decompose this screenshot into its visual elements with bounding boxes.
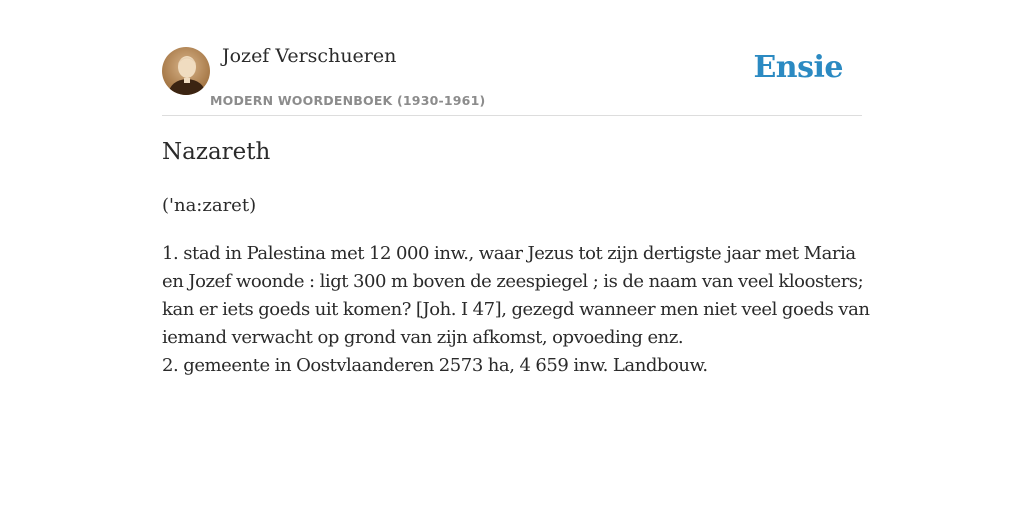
- pronunciation: ('na:zaret): [162, 195, 257, 216]
- entry-title: Nazareth: [162, 139, 271, 165]
- entry-header: [162, 40, 862, 116]
- author-name[interactable]: Jozef Verschueren: [222, 45, 397, 67]
- definition-line: en Jozef woonde : ligt 300 m boven de zeespiegel ; is de naam van veel kloosters;: [162, 271, 864, 292]
- source-label[interactable]: MODERN WOORDENBOEK (1930-1961): [210, 93, 486, 108]
- ensie-logo[interactable]: Ensie: [753, 50, 843, 85]
- definition-line: 1. stad in Palestina met 12 000 inw., waar Jezus tot zijn dertigste jaar met Maria: [162, 243, 856, 264]
- author-portrait-icon: [162, 47, 210, 95]
- author-avatar[interactable]: [162, 47, 210, 95]
- definition-line: kan er iets goeds uit komen? [Joh. I 47], gezegd wanneer men niet veel goeds van: [162, 299, 870, 320]
- definition-line: iemand verwacht op grond van zijn afkomst, opvoeding enz.: [162, 327, 684, 348]
- definition-line: 2. gemeente in Oostvlaanderen 2573 ha, 4 659 inw. Landbouw.: [162, 355, 708, 376]
- entry-card: [162, 40, 870, 376]
- definition-text: [162, 240, 870, 380]
